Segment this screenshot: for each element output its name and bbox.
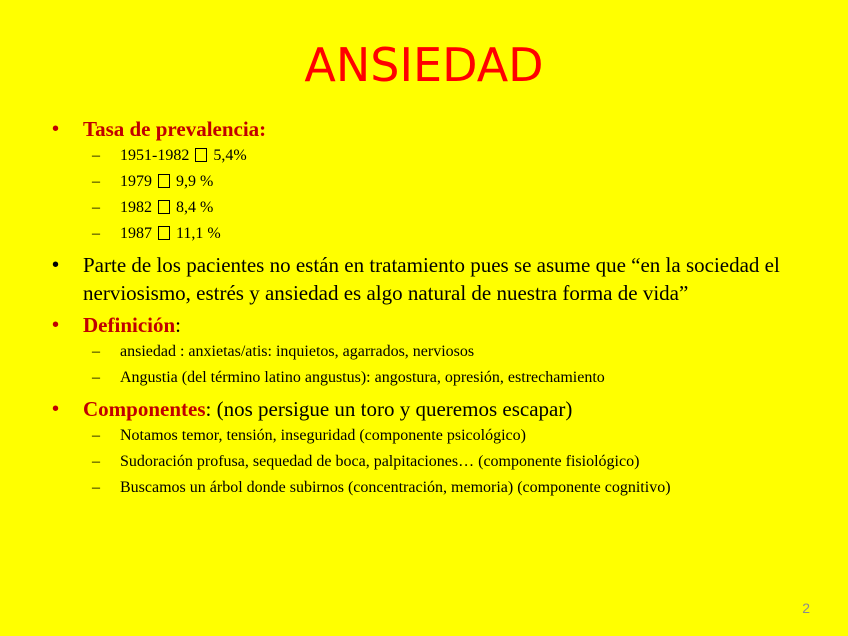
prevalence-row — [52, 221, 812, 247]
components-text: Notamos temor, tensión, inseguridad (componente psicológico) — [120, 427, 526, 444]
components-item — [52, 395, 812, 423]
prevalence-row — [52, 169, 812, 195]
arrow-icon — [158, 200, 170, 214]
components-heading: Componentes — [83, 397, 206, 421]
definition-suffix: : — [175, 313, 182, 337]
bullet-icon: • — [52, 314, 60, 336]
dash-icon: – — [92, 453, 100, 470]
arrow-icon — [158, 174, 170, 188]
components-subitem — [52, 449, 812, 475]
treatment-item — [52, 251, 812, 307]
arrow-icon — [195, 148, 207, 162]
prevalence-item — [52, 115, 812, 143]
components-text: Sudoración profusa, sequedad de boca, palpitaciones… (componente fisiológico) — [120, 453, 640, 470]
dash-icon: – — [92, 225, 100, 242]
prevalence-row — [52, 143, 812, 169]
prevalence-value: 8,4 % — [176, 199, 214, 216]
prevalence-years: 1951-1982 — [120, 147, 190, 164]
prevalence-value: 11,1 % — [176, 225, 221, 242]
components-subitem — [52, 475, 812, 501]
bullet-icon: • — [52, 118, 60, 140]
prevalence-row — [52, 195, 812, 221]
bullet-icon: • — [52, 398, 60, 420]
components-subitem — [52, 423, 812, 449]
dash-icon: – — [92, 343, 100, 360]
dash-icon: – — [92, 199, 100, 216]
prevalence-years: 1982 — [120, 199, 152, 216]
dash-icon: – — [92, 173, 100, 190]
components-text: Buscamos un árbol donde subirnos (concentración, memoria) (componente cognitivo) — [120, 479, 671, 496]
components-suffix: : (nos persigue un toro y queremos escapar) — [205, 397, 573, 421]
prevalence-years: 1987 — [120, 225, 152, 242]
definition-subitem — [52, 339, 812, 365]
bullet-icon: • — [52, 254, 60, 276]
slide-title: ANSIEDAD — [304, 38, 544, 92]
treatment-text: Parte de los pacientes no están en tratamiento pues se asume que “en la sociedad el nerviosismo, estrés y ansiedad es algo natural de nuestra forma de vida” — [83, 253, 780, 305]
prevalence-years: 1979 — [120, 173, 152, 190]
definition-text: Angustia (del término latino angustus): angostura, opresión, estrechamiento — [120, 369, 605, 386]
dash-icon: – — [92, 369, 100, 386]
page-number: 2 — [802, 600, 810, 616]
definition-subitem — [52, 365, 812, 391]
prevalence-value: 5,4% — [213, 147, 247, 164]
definition-item — [52, 311, 812, 339]
prevalence-value: 9,9 % — [176, 173, 214, 190]
dash-icon: – — [92, 427, 100, 444]
arrow-icon — [158, 226, 170, 240]
prevalence-heading: Tasa de prevalencia: — [83, 117, 267, 141]
definition-heading: Definición — [83, 313, 176, 337]
dash-icon: – — [92, 479, 100, 496]
dash-icon: – — [92, 147, 100, 164]
slide-body — [52, 115, 812, 501]
definition-text: ansiedad : anxietas/atis: inquietos, agarrados, nerviosos — [120, 343, 475, 360]
